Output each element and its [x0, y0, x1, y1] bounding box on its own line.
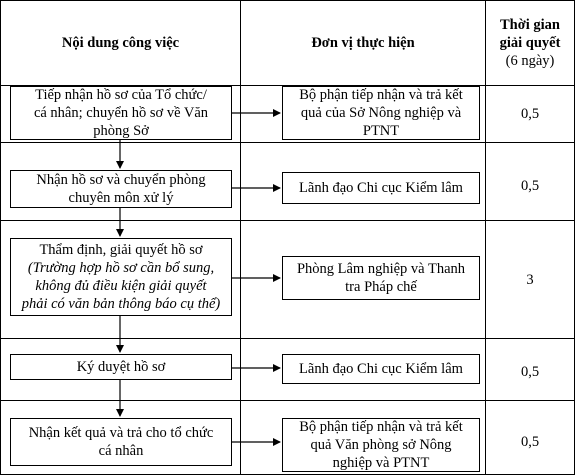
step-3-time-value: 3	[526, 271, 534, 288]
step-1-task-line: cá nhân; chuyển hồ sơ về Văn	[33, 105, 209, 121]
step-3-unit-line: Phòng Lâm nghiệp và Thanh	[296, 261, 466, 277]
header-time-line2: giải quyết	[499, 35, 561, 51]
step-4-task-line: Ký duyệt hồ sơ	[76, 359, 166, 375]
step-3-unit-line: tra Pháp chế	[345, 279, 417, 295]
header-time-line3: (6 ngày)	[505, 53, 555, 69]
step-1-task-line: Tiếp nhận hồ sơ của Tổ chức/	[35, 87, 207, 103]
step-3-task-note-line: không đủ điều kiện giải quyết	[35, 278, 207, 294]
header-time-line1: Thời gian	[499, 17, 560, 33]
header-unit-label: Đơn vị thực hiện	[311, 35, 415, 51]
step-4-unit-line: Lãnh đạo Chi cục Kiểm lâm	[299, 361, 463, 377]
step-2-time-value: 0,5	[520, 177, 540, 194]
step-2-task-line: chuyên môn xử lý	[68, 190, 174, 206]
step-2-task-line: Nhận hồ sơ và chuyển phòng	[36, 172, 206, 188]
step-5-unit-line: nghiệp và PTNT	[332, 455, 430, 471]
step-3-task-note-line: (Trường hợp hồ sơ cần bổ sung,	[27, 260, 215, 276]
step-1-time-value: 0,5	[520, 106, 540, 122]
step-1-unit-line: PTNT	[362, 123, 400, 139]
header-task-label: Nội dung công việc	[61, 35, 180, 51]
step-1-unit-line: Bộ phận tiếp nhận và trả kết	[299, 87, 463, 103]
step-1-unit-line: quả của Sở Nông nghiệp và	[300, 105, 462, 121]
step-5-time-value: 0,5	[520, 433, 540, 450]
step-2-unit-line: Lãnh đạo Chi cục Kiểm lâm	[299, 180, 463, 196]
step-5-unit-line: Bộ phận tiếp nhận và trả kết	[299, 419, 463, 435]
step-5-task-line: cá nhân	[98, 443, 144, 459]
step-1-task-line: phòng Sở	[93, 123, 149, 139]
step-5-unit-line: quả Văn phòng sở Nông	[310, 437, 452, 453]
step-4-time-value: 0,5	[520, 363, 540, 380]
step-5-task-line: Nhận kết quả và trả cho tổ chức	[28, 425, 214, 441]
step-3-task-line: Thẩm định, giải quyết hồ sơ	[39, 242, 203, 258]
step-3-task-note-line: phải có văn bản thông báo cụ thể)	[21, 296, 221, 312]
